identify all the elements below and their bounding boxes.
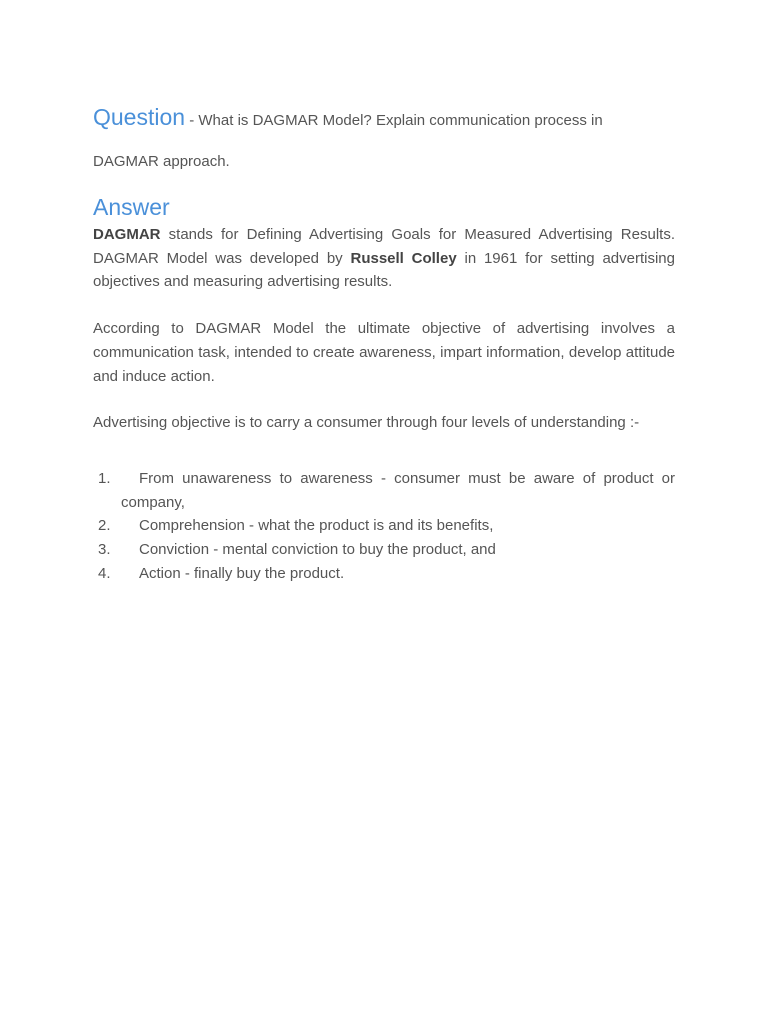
question-text-line2: DAGMAR approach. xyxy=(93,153,230,170)
answer-heading: Answer xyxy=(93,194,170,220)
list-item xyxy=(93,514,675,538)
answer-p1-text-a: stands for Defining Advertising Goals for Measured Advertising Results. DAGMAR Model was developed by xyxy=(93,226,675,267)
answer-paragraph-2: According to DAGMAR Model the ultimate objective of advertising involves a communication task, intended to create awareness, impart information, develop attitude and induce action. xyxy=(93,320,675,385)
question-line xyxy=(93,101,675,137)
list-item xyxy=(93,562,675,586)
answer-p1-text-b: in 1961 for setting advertising objectives and measuring advertising results. xyxy=(93,249,675,291)
list-item-text: From unawareness to awareness - consumer must be aware of product or company, xyxy=(121,469,675,511)
dagmar-term: DAGMAR xyxy=(93,226,161,243)
list-item-text: Conviction - mental conviction to buy the product, and xyxy=(139,541,496,559)
list-item-text: Comprehension - what the product is and its benefits, xyxy=(139,517,494,535)
list-item-text: Action - finally buy the product. xyxy=(139,564,345,582)
document-page xyxy=(93,101,675,585)
list-item-number: 4. xyxy=(98,564,111,582)
list-item xyxy=(93,467,675,514)
levels-list xyxy=(93,467,675,586)
answer-paragraph-3: Advertising objective is to carry a consumer through four levels of understanding :- xyxy=(93,414,640,432)
list-item-number: 3. xyxy=(98,541,111,559)
list-item-number: 2. xyxy=(98,517,111,535)
list-item xyxy=(93,538,675,562)
list-item-number: 1. xyxy=(98,469,111,487)
question-text-line1: - What is DAGMAR Model? Explain communication process in xyxy=(185,112,603,129)
question-heading: Question xyxy=(93,104,186,130)
author-name: Russell Colley xyxy=(350,249,457,267)
answer-paragraph-1 xyxy=(93,223,675,294)
